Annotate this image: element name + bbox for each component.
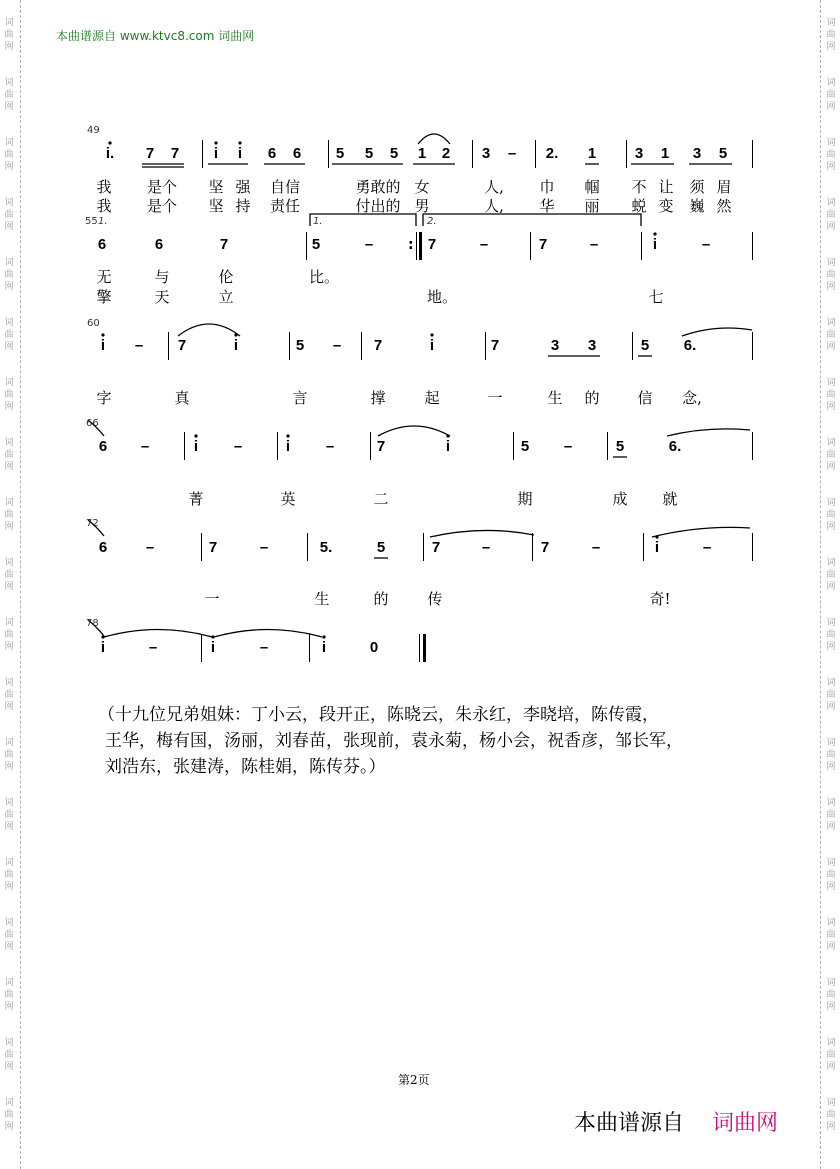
- measure-number-60: 60: [87, 318, 100, 329]
- lyric: 我: [96, 197, 112, 215]
- watermark-glyph: 网: [826, 402, 836, 412]
- note: 7: [145, 145, 155, 162]
- watermark-glyph: 网: [826, 762, 836, 772]
- note: 7: [177, 337, 187, 354]
- note: 5: [335, 145, 345, 162]
- note: 6: [97, 236, 107, 253]
- note: –: [481, 539, 491, 556]
- lyric: 传: [427, 590, 443, 608]
- lyric: 持: [235, 197, 251, 215]
- watermark-glyph: 网: [4, 522, 14, 532]
- watermark-glyph: 词: [4, 378, 14, 388]
- lyric: 奇!: [649, 590, 671, 608]
- watermark-glyph: 曲: [4, 330, 14, 340]
- lyric: 信: [637, 389, 653, 407]
- lyric: 男: [414, 197, 430, 215]
- note: –: [563, 438, 573, 455]
- watermark-glyph: 曲: [826, 810, 836, 820]
- lyric: 勇敢的: [355, 178, 401, 196]
- lyric: 的: [584, 389, 600, 407]
- note: 6.: [683, 337, 697, 354]
- watermark-glyph: 网: [826, 162, 836, 172]
- measure-number-49: 49: [87, 125, 100, 136]
- watermark-glyph: 曲: [826, 510, 836, 520]
- note: 3: [550, 337, 560, 354]
- note: i: [100, 337, 106, 354]
- watermark-glyph: 曲: [826, 1050, 836, 1060]
- lyric: 一: [487, 389, 503, 407]
- watermark-glyph: 曲: [4, 150, 14, 160]
- watermark-glyph: 网: [4, 402, 14, 412]
- lyric: 真: [174, 389, 190, 407]
- watermark-glyph: 网: [826, 822, 836, 832]
- watermark-glyph: 词: [4, 18, 14, 28]
- note: 6: [98, 539, 108, 556]
- watermark-glyph: 曲: [826, 570, 836, 580]
- note: i.: [105, 145, 115, 162]
- watermark-glyph: 网: [826, 582, 836, 592]
- watermark-glyph: 网: [826, 42, 836, 52]
- watermark-glyph: 网: [4, 762, 14, 772]
- note: 5: [364, 145, 374, 162]
- watermark-glyph: 网: [826, 1122, 836, 1132]
- watermark-glyph: 网: [4, 222, 14, 232]
- lyric: 英: [280, 490, 296, 508]
- watermark-glyph: 词: [826, 258, 836, 268]
- watermark-glyph: 网: [826, 102, 836, 112]
- watermark-glyph: 网: [826, 522, 836, 532]
- lyric: 念,: [682, 389, 702, 407]
- watermark-glyph: 词: [826, 858, 836, 868]
- lyric: 比。: [308, 268, 340, 286]
- lyric: 我: [96, 178, 112, 196]
- watermark-glyph: 曲: [4, 750, 14, 760]
- watermark-glyph: 曲: [826, 30, 836, 40]
- note: –: [148, 639, 158, 656]
- note: 3: [634, 145, 644, 162]
- watermark-glyph: 曲: [826, 630, 836, 640]
- note: 1: [587, 145, 597, 162]
- note: 2: [441, 145, 451, 162]
- lyric: 生: [547, 389, 563, 407]
- volta-first-ending-label: 1.: [98, 216, 108, 227]
- note: 1: [417, 145, 427, 162]
- watermark-glyph: 曲: [4, 1110, 14, 1120]
- members-list-line-1: （十九位兄弟姐妹：丁小云，段开正，陈晓云，朱永红，李晓培，陈传霞，: [98, 705, 659, 725]
- note: –: [702, 539, 712, 556]
- note: –: [591, 539, 601, 556]
- note: i: [654, 539, 660, 556]
- watermark-glyph: 词: [826, 138, 836, 148]
- watermark-glyph: 词: [4, 138, 14, 148]
- watermark-glyph: 曲: [826, 150, 836, 160]
- note: i: [100, 639, 106, 656]
- note: 5: [718, 145, 728, 162]
- watermark-glyph: 网: [4, 942, 14, 952]
- watermark-glyph: 曲: [4, 450, 14, 460]
- watermark-glyph: 词: [4, 678, 14, 688]
- members-list-line-2: 王华，梅有国，汤丽，刘春苗，张现前，袁永菊，杨小会，祝香彦，邹长军，: [105, 731, 683, 751]
- watermark-glyph: 词: [4, 858, 14, 868]
- note: –: [259, 639, 269, 656]
- note: –: [332, 337, 342, 354]
- note: 3: [481, 145, 491, 162]
- lyric: 是个: [146, 178, 178, 196]
- watermark-glyph: 词: [4, 798, 14, 808]
- watermark-glyph: 曲: [4, 810, 14, 820]
- note: i: [652, 236, 658, 253]
- note: 7: [219, 236, 229, 253]
- lyric: 是个: [146, 197, 178, 215]
- note: i: [210, 639, 216, 656]
- lyric: 巾: [539, 178, 555, 196]
- note: –: [507, 145, 517, 162]
- watermark-glyph: 曲: [826, 210, 836, 220]
- note: 5: [311, 236, 321, 253]
- watermark-glyph: 词: [826, 978, 836, 988]
- watermark-glyph: 词: [4, 618, 14, 628]
- lyric: 华: [539, 197, 555, 215]
- watermark-glyph: 曲: [826, 930, 836, 940]
- watermark-glyph: 词: [826, 78, 836, 88]
- note: –: [701, 236, 711, 253]
- lyric: 丽: [584, 197, 600, 215]
- watermark-glyph: 词: [826, 618, 836, 628]
- measure-number-72: 72: [86, 518, 99, 529]
- lyric: 巍: [689, 197, 705, 215]
- watermark-glyph: 曲: [4, 930, 14, 940]
- footer-source-label: 本曲谱源自: [574, 1111, 685, 1136]
- watermark-glyph: 词: [4, 918, 14, 928]
- watermark-glyph: 词: [4, 258, 14, 268]
- watermark-glyph: 网: [4, 1002, 14, 1012]
- lyric: 就: [662, 490, 678, 508]
- watermark-glyph: 词: [4, 198, 14, 208]
- note: i: [213, 145, 219, 162]
- lyric: 不: [631, 178, 647, 196]
- note: –: [233, 438, 243, 455]
- watermark-glyph: 曲: [4, 30, 14, 40]
- watermark-glyph: 曲: [4, 270, 14, 280]
- members-list-line-3: 刘浩东，张建涛，陈桂娟，陈传芬。）: [105, 757, 386, 777]
- watermark-glyph: 网: [4, 42, 14, 52]
- lyric: 成: [612, 490, 628, 508]
- note: 7: [208, 539, 218, 556]
- watermark-glyph: 词: [826, 18, 836, 28]
- watermark-glyph: 网: [4, 642, 14, 652]
- watermark-glyph: 词: [4, 1038, 14, 1048]
- note: i: [429, 337, 435, 354]
- lyric: 强: [235, 178, 251, 196]
- note: –: [259, 539, 269, 556]
- note: 7: [431, 539, 441, 556]
- watermark-glyph: 网: [826, 1002, 836, 1012]
- watermark-glyph: 曲: [826, 870, 836, 880]
- source-header: 本曲谱源自 www.ktvc8.com 词曲网: [56, 29, 255, 43]
- watermark-glyph: 网: [826, 642, 836, 652]
- note: –: [589, 236, 599, 253]
- watermark-glyph: 词: [826, 318, 836, 328]
- watermark-glyph: 曲: [4, 90, 14, 100]
- lyric: 坚: [208, 178, 224, 196]
- note: 5: [615, 438, 625, 455]
- watermark-glyph: 曲: [826, 330, 836, 340]
- note: 3: [587, 337, 597, 354]
- watermark-glyph: 词: [826, 558, 836, 568]
- lyric: 七: [648, 288, 664, 306]
- lyric: 须: [689, 178, 705, 196]
- note: i: [237, 145, 243, 162]
- watermark-glyph: 网: [4, 1062, 14, 1072]
- watermark-glyph: 网: [4, 1122, 14, 1132]
- note: –: [364, 236, 374, 253]
- watermark-glyph: 词: [4, 558, 14, 568]
- watermark-glyph: 词: [4, 738, 14, 748]
- lyric: 生: [314, 590, 330, 608]
- measure-number-55: 55: [85, 216, 98, 227]
- note: 7: [540, 539, 550, 556]
- note: 5: [640, 337, 650, 354]
- lyric: 然: [716, 197, 732, 215]
- watermark-glyph: 网: [826, 702, 836, 712]
- volta-first-ending-label-2: 1.: [313, 216, 323, 227]
- note: 7: [373, 337, 383, 354]
- lyric: 变: [658, 197, 674, 215]
- note: i: [193, 438, 199, 455]
- watermark-glyph: 词: [826, 438, 836, 448]
- note: 7: [170, 145, 180, 162]
- watermark-glyph: 网: [4, 462, 14, 472]
- watermark-glyph: 词: [826, 1038, 836, 1048]
- lyric: 责任: [269, 197, 301, 215]
- lyric: 起: [424, 389, 440, 407]
- watermark-glyph: 网: [4, 342, 14, 352]
- note: –: [140, 438, 150, 455]
- lyric: 伦: [218, 268, 234, 286]
- lyric: 一: [204, 590, 220, 608]
- note: 7: [538, 236, 548, 253]
- lyric: 坚: [208, 197, 224, 215]
- watermark-glyph: 网: [4, 582, 14, 592]
- watermark-glyph: 曲: [826, 990, 836, 1000]
- lyric: 付出的: [355, 197, 401, 215]
- note: 7: [376, 438, 386, 455]
- watermark-glyph: 曲: [4, 990, 14, 1000]
- lyric: 无: [96, 268, 112, 286]
- lyric: 擎: [96, 288, 112, 306]
- note: 5: [295, 337, 305, 354]
- watermark-glyph: 词: [826, 1098, 836, 1108]
- watermark-glyph: 曲: [826, 270, 836, 280]
- lyric: 立: [218, 288, 234, 306]
- lyric: 人,: [484, 197, 504, 215]
- watermark-glyph: 网: [826, 882, 836, 892]
- note: i: [285, 438, 291, 455]
- lyric: 自信: [269, 178, 301, 196]
- lyric: 菁: [188, 490, 204, 508]
- watermark-glyph: 网: [4, 282, 14, 292]
- watermark-glyph: 词: [826, 678, 836, 688]
- watermark-glyph: 网: [4, 162, 14, 172]
- watermark-glyph: 曲: [826, 1110, 836, 1120]
- lyric: 撑: [370, 389, 386, 407]
- watermark-glyph: 词: [4, 1098, 14, 1108]
- lyric: 字: [96, 389, 112, 407]
- watermark-glyph: 曲: [4, 570, 14, 580]
- watermark-glyph: 曲: [826, 90, 836, 100]
- lyric: 地。: [426, 288, 458, 306]
- watermark-glyph: 网: [826, 342, 836, 352]
- note: –: [134, 337, 144, 354]
- note: 6: [154, 236, 164, 253]
- watermark-glyph: 词: [826, 738, 836, 748]
- note: 6.: [668, 438, 682, 455]
- watermark-glyph: 网: [826, 1062, 836, 1072]
- lyric: 眉: [716, 178, 732, 196]
- note: i: [445, 438, 451, 455]
- measure-number-78: 78: [86, 618, 99, 629]
- watermark-glyph: 曲: [4, 390, 14, 400]
- note: 6: [292, 145, 302, 162]
- watermark-glyph: 网: [4, 882, 14, 892]
- lyric: 期: [517, 490, 533, 508]
- watermark-glyph: 曲: [826, 450, 836, 460]
- watermark-glyph: 网: [826, 942, 836, 952]
- note: i: [321, 639, 327, 656]
- note: –: [145, 539, 155, 556]
- note: 5: [389, 145, 399, 162]
- watermark-glyph: 词: [826, 918, 836, 928]
- lyric: 帼: [584, 178, 600, 196]
- note: 5.: [319, 539, 333, 556]
- watermark-glyph: 网: [826, 282, 836, 292]
- watermark-glyph: 网: [4, 702, 14, 712]
- note: 5: [520, 438, 530, 455]
- watermark-glyph: 曲: [4, 870, 14, 880]
- watermark-glyph: 曲: [4, 630, 14, 640]
- volta-second-ending-label: 2.: [427, 216, 437, 227]
- lyric: 的: [373, 590, 389, 608]
- lyric: 天: [154, 288, 170, 306]
- lyric: 二: [373, 490, 389, 508]
- note: 5: [376, 539, 386, 556]
- note: –: [325, 438, 335, 455]
- note: 1: [660, 145, 670, 162]
- lyric: 蜕: [631, 197, 647, 215]
- note: 7: [490, 337, 500, 354]
- note: 0: [369, 639, 379, 656]
- watermark-glyph: 曲: [826, 390, 836, 400]
- note: 3: [692, 145, 702, 162]
- note: 7: [427, 236, 437, 253]
- watermark-glyph: 网: [4, 822, 14, 832]
- watermark-glyph: 网: [4, 102, 14, 112]
- watermark-glyph: 词: [4, 78, 14, 88]
- lyric: 人,: [484, 178, 504, 196]
- note: 2.: [545, 145, 559, 162]
- note: 6: [267, 145, 277, 162]
- lyric: 与: [154, 268, 170, 286]
- watermark-glyph: 词: [826, 198, 836, 208]
- watermark-glyph: 词: [826, 798, 836, 808]
- page-number: 第2页: [398, 1073, 430, 1087]
- lyric: 言: [292, 389, 308, 407]
- watermark-glyph: 曲: [826, 750, 836, 760]
- lyric: 让: [658, 178, 674, 196]
- watermark-glyph: 曲: [4, 210, 14, 220]
- watermark-glyph: 曲: [4, 690, 14, 700]
- repeat-dots: :: [408, 237, 414, 253]
- watermark-glyph: 曲: [4, 1050, 14, 1060]
- note: 6: [98, 438, 108, 455]
- watermark-glyph: 曲: [4, 510, 14, 520]
- watermark-glyph: 词: [4, 318, 14, 328]
- watermark-glyph: 词: [4, 438, 14, 448]
- note: –: [479, 236, 489, 253]
- watermark-glyph: 词: [826, 498, 836, 508]
- watermark-glyph: 网: [826, 462, 836, 472]
- watermark-glyph: 曲: [826, 690, 836, 700]
- lyric: 女: [414, 178, 430, 196]
- watermark-glyph: 词: [826, 378, 836, 388]
- watermark-glyph: 网: [826, 222, 836, 232]
- watermark-glyph: 词: [4, 978, 14, 988]
- footer-site-name: 词曲网: [712, 1111, 779, 1136]
- note: i: [233, 337, 239, 354]
- watermark-glyph: 词: [4, 498, 14, 508]
- measure-number-66: 66: [86, 418, 99, 429]
